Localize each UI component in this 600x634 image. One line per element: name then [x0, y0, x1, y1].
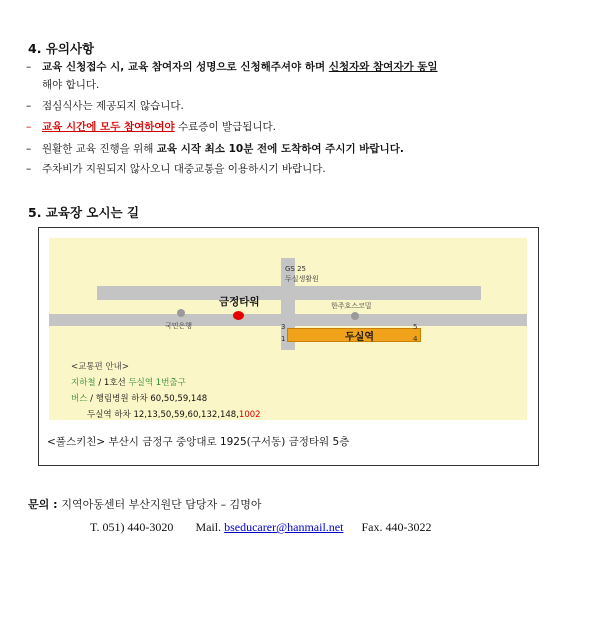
map-legend-title: <교통편 안내> [71, 362, 130, 372]
map-poi-right-dot [351, 312, 359, 320]
contact-mail-link[interactable]: bseducarer@hanmail.net [224, 520, 344, 534]
notice-item-4: – 원활한 교육 진행을 위해 교육 시작 최소 10분 전에 도착하여 주시기 바랍니다. [26, 143, 404, 155]
map-exit-1: 1 [281, 335, 286, 343]
map-tower-marker [233, 311, 244, 320]
contact-mail-label: Mail. [195, 520, 222, 534]
notice-item-1-text: 교육 신청접수 시, 교육 참여자의 성명으로 신청해주셔야 하며 [42, 61, 329, 73]
notice-item-4-highlight: 교육 시작 최소 10분 전에 도착하여 주시기 바랍니다. [156, 143, 404, 155]
notice-title: 4. 유의사항 [28, 41, 95, 56]
map-label-top: 두실생활원 [285, 275, 319, 283]
map-legend-subway: 지하철 / 1호선 두실역 1번출구 [71, 378, 186, 388]
map-poi-left-dot [177, 309, 185, 317]
map-legend-bus-2: 두실역 하차 12,13,50,59,60,132,148,1002 [87, 410, 261, 420]
map-exit-5: 5 [413, 323, 418, 331]
notice-item-1-highlight: 신청자와 참여자가 동일 [328, 61, 438, 73]
contact-line-2 [90, 520, 431, 535]
map-exit-4: 4 [413, 335, 418, 343]
map-label-left: 국민은행 [165, 322, 193, 330]
contact-fax: Fax. 440-3022 [361, 520, 432, 534]
contact-line-1 [28, 496, 261, 512]
contact-phone: T. 051) 440-3020 [90, 520, 174, 534]
notice-item-5: – 주차비가 지원되지 않사오니 대중교통을 이용하시기 바랍니다. [26, 163, 326, 175]
map-label-tower: 금정타워 [219, 296, 260, 308]
map-label-right: 한주호스코밀 [331, 302, 372, 310]
location-map [38, 227, 539, 466]
directions-title: 5. 교육장 오시는 길 [28, 205, 140, 220]
contact-label: 문의 : [28, 498, 62, 511]
notice-item-2: – 점심식사는 제공되지 않습니다. [26, 100, 184, 112]
map-address: <풀스키친> 부산시 금정구 중앙대로 1925(구서동) 금정타워 5층 [47, 436, 350, 448]
map-exit-3: 3 [281, 323, 286, 331]
notice-item-1: – 교육 신청접수 시, 교육 참여자의 성명으로 신청해주셔야 하며 신청자와 참여자가 동일 [26, 61, 438, 73]
notice-item-3: – 교육 시간에 모두 참여하여야 수료증이 발급됩니다. [26, 121, 276, 133]
map-label-gs25: GS 25 [285, 265, 306, 273]
notice-item-1-cont: 해야 합니다. [42, 79, 100, 91]
map-label-station: 두실역 [345, 332, 374, 343]
notice-item-3-highlight: 교육 시간에 모두 참여하여야 [42, 121, 175, 133]
map-area [49, 238, 527, 420]
map-legend-bus: 버스 / 행림병원 하차 60,50,59,148 [71, 394, 208, 404]
contact-person: 지역아동센터 부산지원단 담당자 – 김명아 [61, 498, 262, 511]
